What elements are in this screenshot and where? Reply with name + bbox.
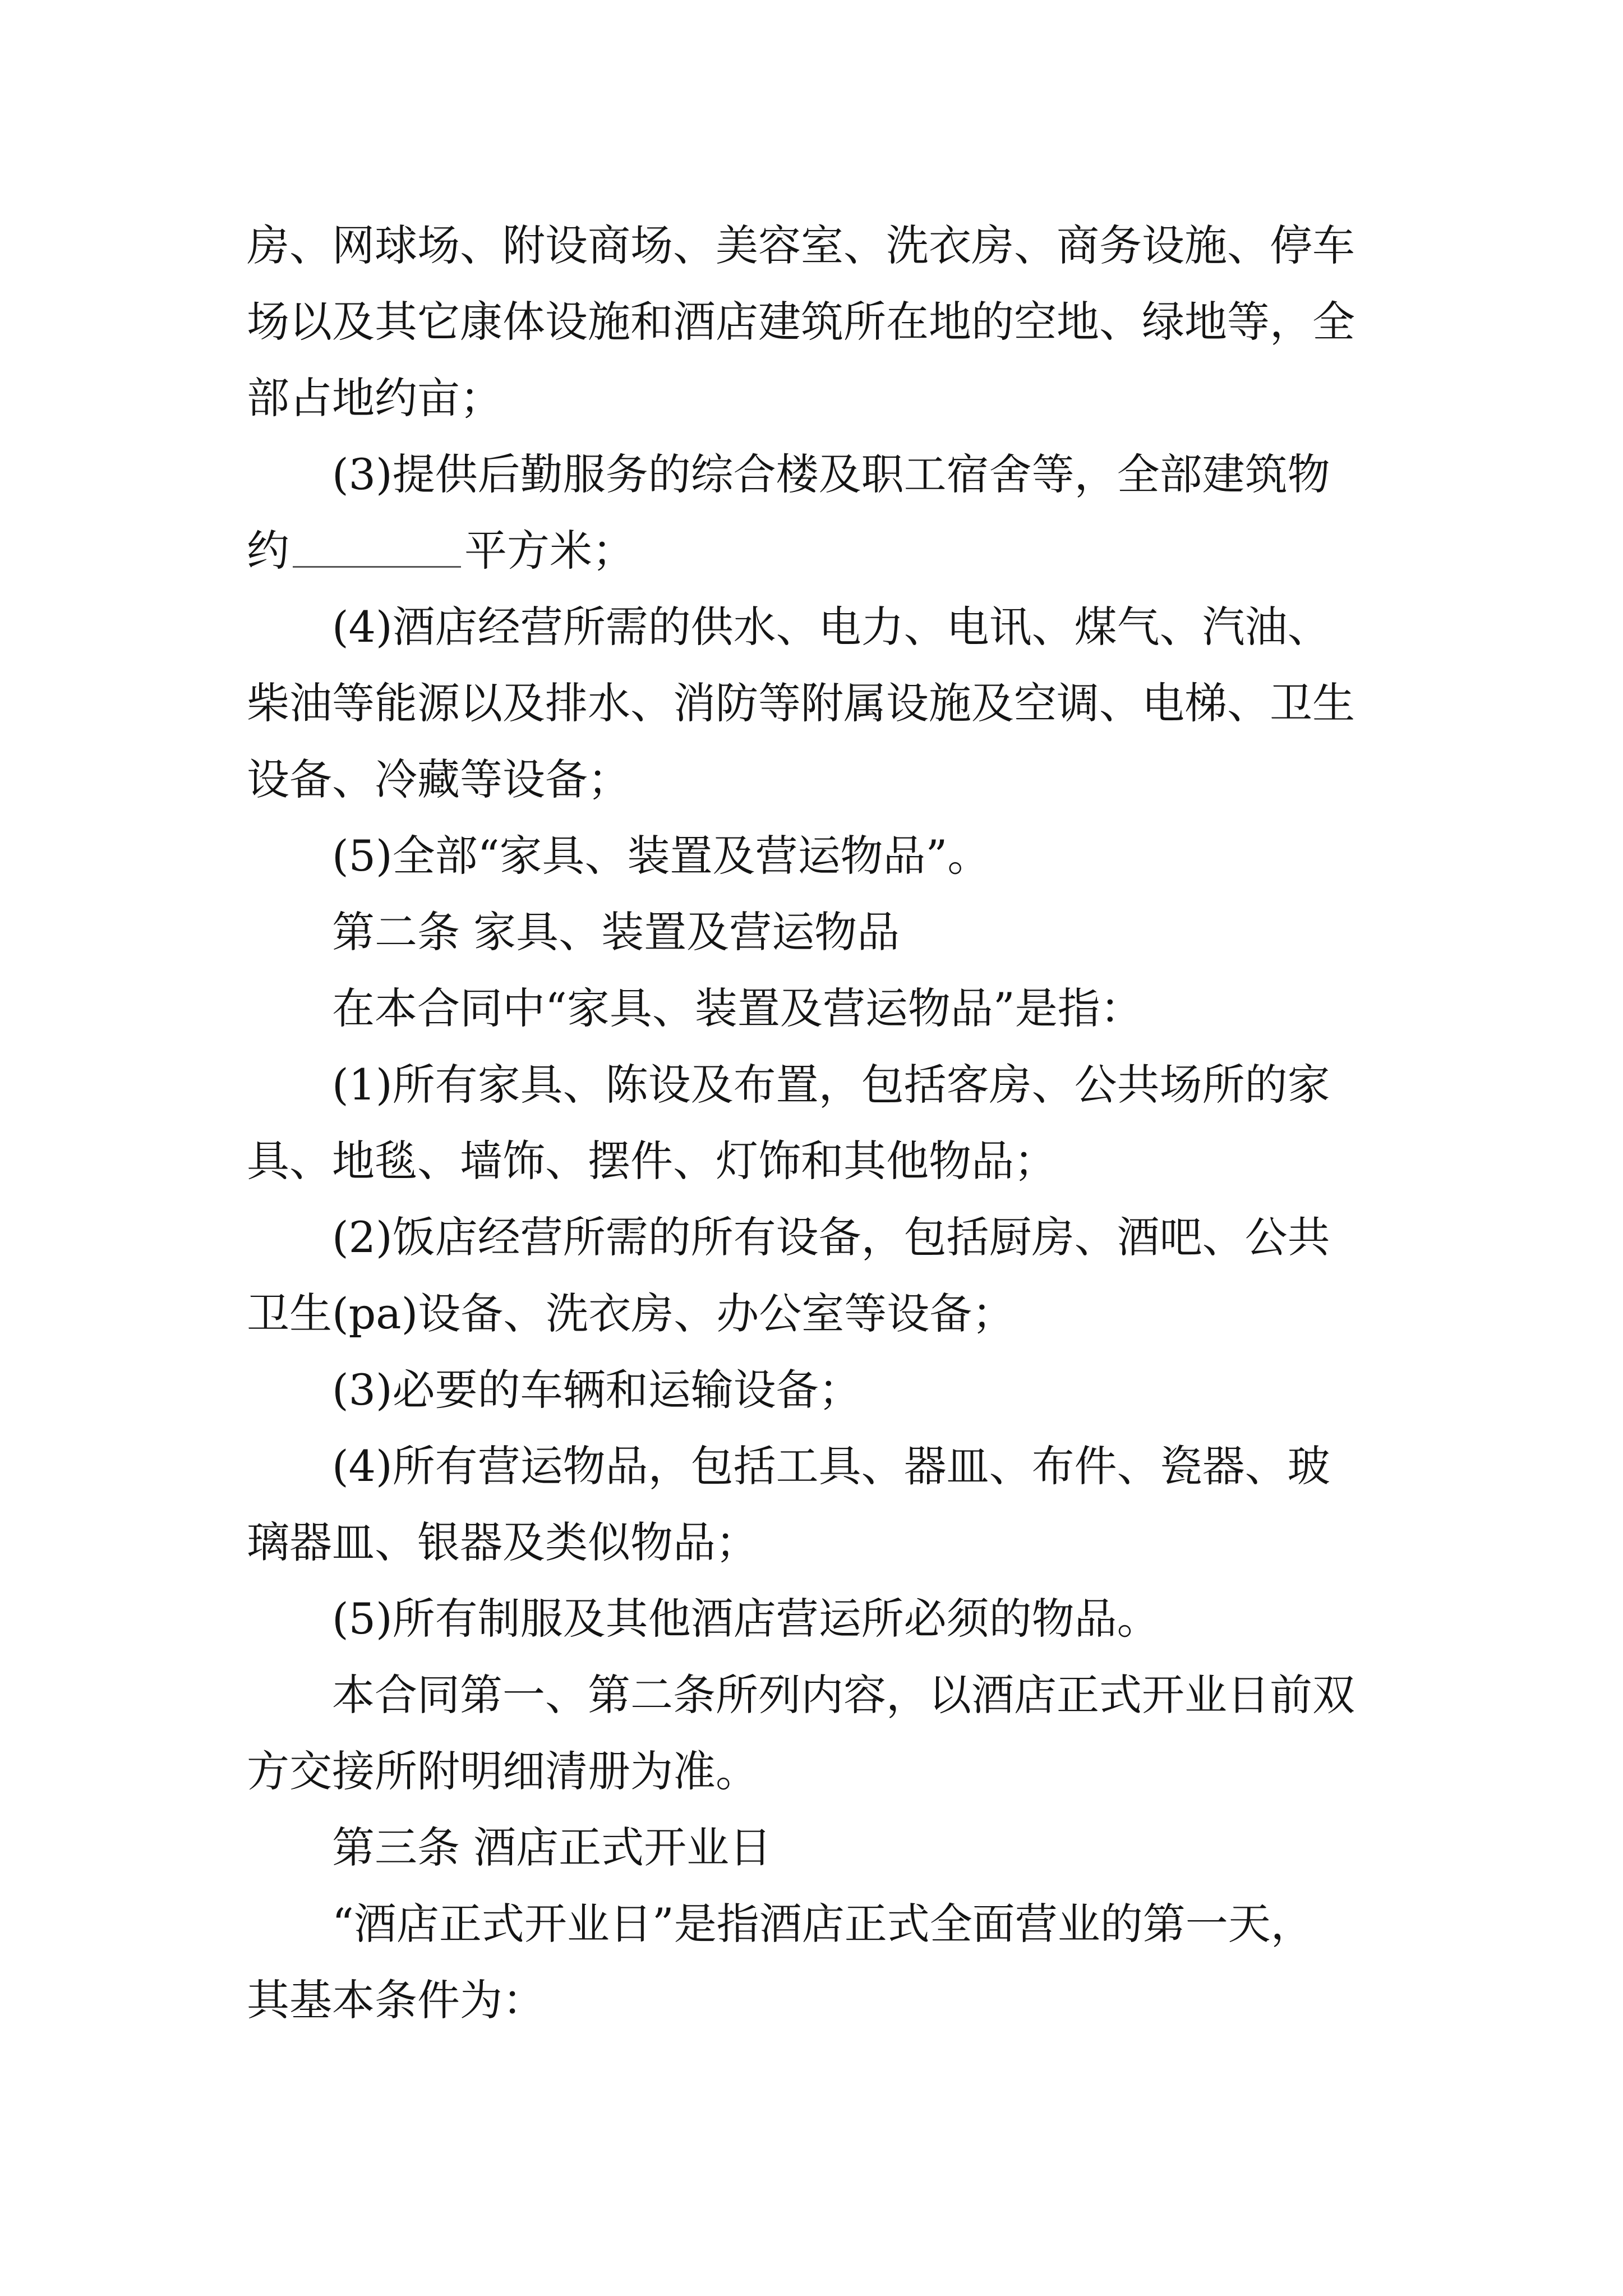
text-line: (3)提供后勤服务的综合楼及职工宿舍等，全部建筑物 bbox=[332, 449, 1330, 499]
text-line: 本合同第一、第二条所列内容，以酒店正式开业日前双 bbox=[332, 1670, 1355, 1720]
text-fragment: 平方米； bbox=[464, 526, 635, 576]
text-line: 具、地毯、墙饰、摆件、灯饰和其他物品； bbox=[247, 1136, 1057, 1186]
text-line: 方交接所附明细清册为准。 bbox=[247, 1746, 758, 1796]
text-line: (5)所有制服及其他酒店营运所必须的物品。 bbox=[332, 1594, 1160, 1644]
text-line: “酒店正式开业日”是指酒店正式全面营业的第一天， bbox=[332, 1899, 1313, 1949]
contract-body bbox=[247, 208, 1391, 2039]
article-heading: 第二条 家具、装置及营运物品 bbox=[332, 907, 900, 957]
text-line: 柴油等能源以及排水、消防等附属设施及空调、电梯、卫生 bbox=[247, 678, 1355, 728]
text-line: 房、网球场、附设商场、美容室、洗衣房、商务设施、停车 bbox=[247, 220, 1355, 270]
text-line: (4)所有营运物品，包括工具、器皿、布件、瓷器、玻 bbox=[332, 1441, 1330, 1491]
text-line: 璃器皿、银器及类似物品； bbox=[247, 1517, 758, 1567]
fill-in-blank bbox=[293, 523, 461, 568]
text-line: (2)饭店经营所需的所有设备，包括厨房、酒吧、公共 bbox=[332, 1212, 1330, 1262]
text-line: 在本合同中“家具、装置及营运物品”是指： bbox=[332, 983, 1143, 1033]
text-line: 场以及其它康体设施和酒店建筑所在地的空地、绿地等，全 bbox=[247, 297, 1355, 347]
text-line: (3)必要的车辆和运输设备； bbox=[332, 1365, 861, 1415]
text-line: (1)所有家具、陈设及布置，包括客房、公共场所的家 bbox=[332, 1060, 1330, 1110]
text-fragment: 约 bbox=[247, 526, 289, 576]
article-heading: 第三条 酒店正式开业日 bbox=[332, 1823, 772, 1872]
text-line: (4)酒店经营所需的供水、电力、电讯、煤气、汽油、 bbox=[332, 602, 1330, 652]
text-line-with-blank bbox=[247, 513, 1391, 589]
text-line: 设备、冷藏等设备； bbox=[247, 754, 630, 804]
text-line: (5)全部“家具、装置及营运物品”。 bbox=[332, 831, 990, 881]
text-line: 卫生(pa)设备、洗衣房、办公室等设备； bbox=[247, 1289, 1015, 1338]
text-line: 其基本条件为： bbox=[247, 1975, 545, 2025]
text-line: 部占地约亩； bbox=[247, 373, 502, 423]
